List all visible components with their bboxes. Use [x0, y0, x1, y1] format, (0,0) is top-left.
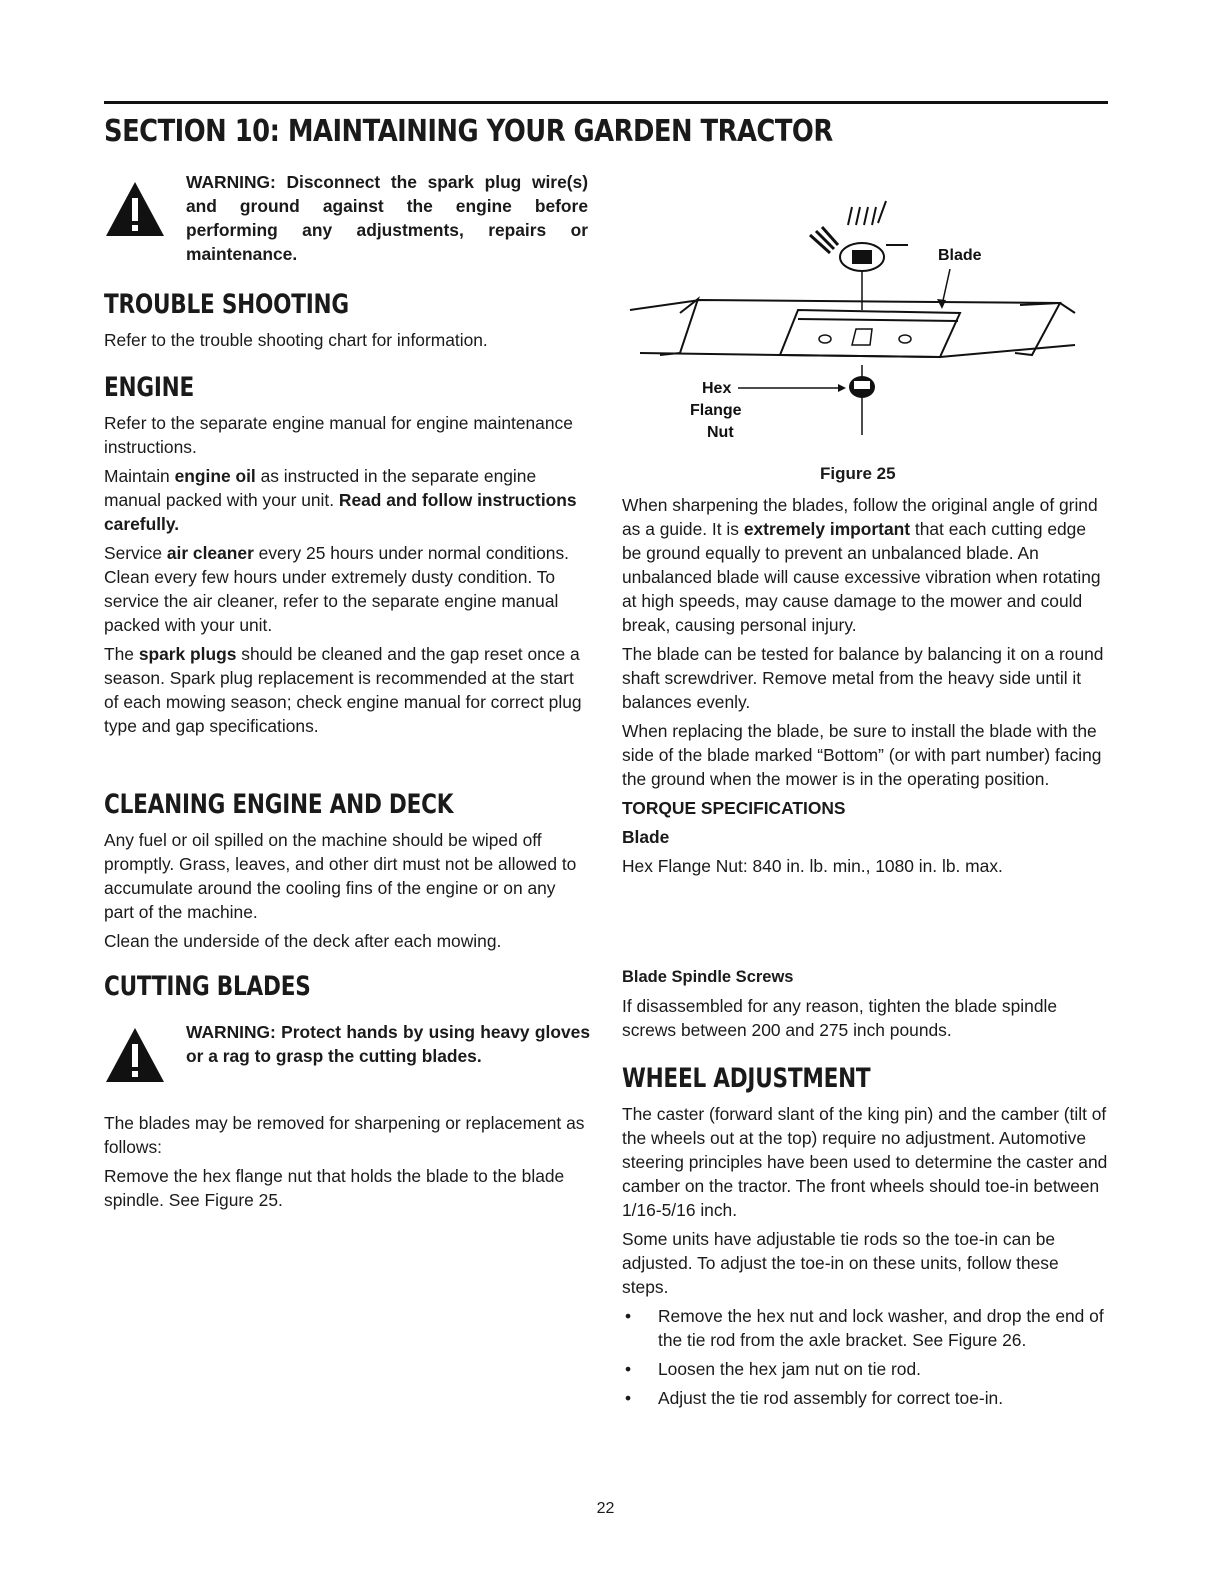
engine-paragraph-2: Maintain engine oil as instructed in the separate engine manual packed with your unit. Read and follow instructions carefully.: [104, 466, 577, 534]
warning-gloves-text: WARNING: Protect hands by using heavy gloves or a rag to grasp the cutting blades.: [186, 1022, 590, 1066]
top-rule: [104, 101, 1108, 104]
sharpen-paragraph-1: When sharpening the blades, follow the original angle of grind as a guide. It is extremely important that each cutting edge be ground equally to prevent an unbalanced blade. An unbalanced blade will cause excessive vibration when rotating at high speeds, may cause damage to the mower and could break, causing personal injury.: [622, 495, 1101, 635]
flange-label: Flange: [690, 402, 742, 419]
engine-section: [104, 373, 588, 738]
nut-label: Nut: [707, 424, 734, 441]
warning-gloves: [104, 1020, 588, 1090]
trouble-shooting-heading: TROUBLE SHOOTING: [104, 289, 349, 320]
warning-triangle-icon: [104, 180, 166, 238]
sharpen-paragraph-2: The blade can be tested for balance by balancing it on a round shaft screwdriver. Remove metal from the heavy side until it balances evenly.: [622, 644, 1104, 712]
blades-paragraph-2: Remove the hex flange nut that holds the blade to the blade spindle. See Figure 25.: [104, 1166, 565, 1210]
wheel-steps-list: [622, 1304, 1108, 1410]
cutting-blades-heading: CUTTING BLADES: [104, 971, 311, 1002]
engine-paragraph-4: The spark plugs should be cleaned and the gap reset once a season. Spark plug replacement is recommended at the start of each mowing season; check engine manual for correct plug type and gap specifications.: [104, 644, 582, 736]
engine-paragraph-3: Service air cleaner every 25 hours under normal conditions. Clean every few hours under extremely dusty condition. To service the air cleaner, refer to the separate engine manual packed with your unit.: [104, 543, 569, 635]
figure-25-blade-diagram: [620, 195, 1100, 445]
cleaning-paragraph-1: Any fuel or oil spilled on the machine should be wiped off promptly. Grass, leaves, and other dirt must not be allowed to accumulate around the cooling fins of the engine or on any part of the machine.: [104, 830, 577, 922]
blades-paragraph-1: The blades may be removed for sharpening or replacement as follows:: [104, 1113, 585, 1157]
sharpen-paragraph-3: When replacing the blade, be sure to install the blade with the side of the blade marked “Bottom” (or with part number) facing the ground when the mower is in the operating position.: [622, 721, 1102, 789]
trouble-shooting-section: [104, 290, 588, 352]
engine-paragraph-1: Refer to the separate engine manual for engine maintenance instructions.: [104, 413, 573, 457]
warning-disconnect: [104, 170, 588, 270]
blade-label: Blade: [938, 247, 982, 264]
wheel-adjustment-section: [622, 1064, 1108, 1410]
spindle-text: [622, 965, 1108, 1042]
engine-heading: ENGINE: [104, 372, 194, 403]
hex-label: Hex: [702, 380, 732, 397]
torque-blade-label: Blade: [622, 827, 670, 847]
cutting-blades-section: [104, 972, 588, 1002]
warning-triangle-icon: [104, 1026, 166, 1084]
cleaning-section: [104, 790, 588, 953]
torque-heading: TORQUE SPECIFICATIONS: [622, 798, 846, 818]
blades-text: [104, 1111, 588, 1212]
torque-blade-text: Hex Flange Nut: 840 in. lb. min., 1080 in. lb. max.: [622, 856, 1003, 876]
spindle-label: Blade Spindle Screws: [622, 968, 794, 986]
list-item: • Remove the hex nut and lock washer, and drop the end of the tie rod from the axle bracket. See Figure 26.: [625, 1306, 1104, 1350]
warning-text: WARNING: Disconnect the spark plug wire(s) and ground against the engine before performing any adjustments, repairs or maintenance.: [186, 172, 588, 264]
list-item: • Adjust the tie rod assembly for correct toe-in.: [625, 1388, 1004, 1408]
sharpening-text: [622, 493, 1108, 878]
page-number: 22: [596, 1500, 615, 1517]
figure-caption: Figure 25: [820, 464, 896, 483]
section-title: SECTION 10: MAINTAINING YOUR GARDEN TRACTOR: [104, 114, 833, 149]
wheel-paragraph-1: The caster (forward slant of the king pin) and the camber (tilt of the wheels out at the top) require no adjustment. Automotive steering principles have been used to determine the caster and camber on the tractor. The front wheels should toe-in between 1/16-5/16 inch.: [622, 1104, 1108, 1220]
cleaning-paragraph-2: Clean the underside of the deck after each mowing.: [104, 931, 502, 951]
cleaning-heading: CLEANING ENGINE AND DECK: [104, 789, 454, 820]
spindle-paragraph: If disassembled for any reason, tighten the blade spindle screws between 200 and 275 inch pounds.: [622, 996, 1058, 1040]
list-item: • Loosen the hex jam nut on tie rod.: [625, 1359, 921, 1379]
wheel-adjustment-heading: WHEEL ADJUSTMENT: [622, 1063, 871, 1094]
blade-shape: [630, 299, 1075, 357]
wheel-paragraph-2: Some units have adjustable tie rods so the toe-in can be adjusted. To adjust the toe-in on these units, follow these steps.: [622, 1229, 1059, 1297]
trouble-shooting-text: Refer to the trouble shooting chart for information.: [104, 330, 488, 350]
